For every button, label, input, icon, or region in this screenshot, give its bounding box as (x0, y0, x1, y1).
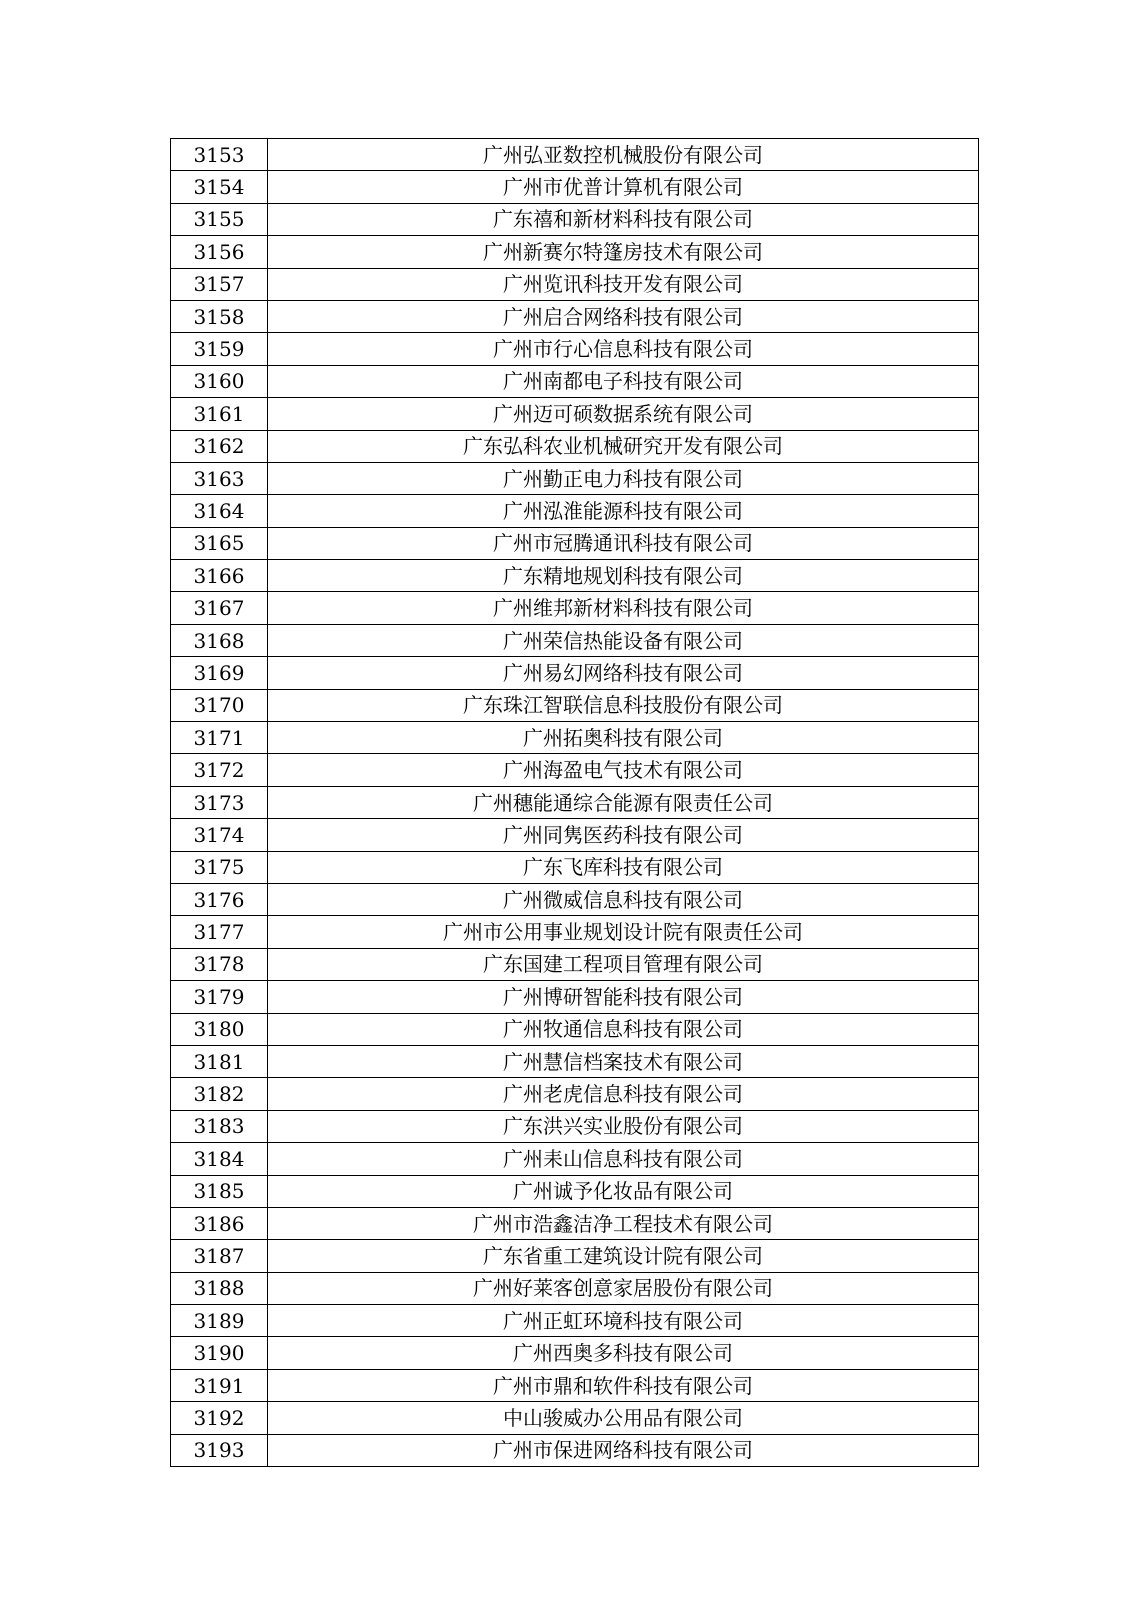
company-name-cell: 广东洪兴实业股份有限公司 (268, 1110, 979, 1142)
table-row (171, 624, 979, 656)
row-number-cell: 3161 (171, 398, 268, 430)
table-row (171, 1434, 979, 1466)
company-name-cell: 广东珠江智联信息科技股份有限公司 (268, 689, 979, 721)
table-row (171, 236, 979, 268)
company-name-cell: 广州博研智能科技有限公司 (268, 981, 979, 1013)
company-name-cell: 广州西奥多科技有限公司 (268, 1337, 979, 1369)
row-number-cell: 3181 (171, 1045, 268, 1077)
row-number-cell: 3166 (171, 560, 268, 592)
row-number-cell: 3163 (171, 462, 268, 494)
row-number-cell: 3171 (171, 722, 268, 754)
row-number-cell: 3193 (171, 1434, 268, 1466)
row-number-cell: 3190 (171, 1337, 268, 1369)
table-row (171, 203, 979, 235)
table-row (171, 1175, 979, 1207)
table-row (171, 1110, 979, 1142)
row-number-cell: 3182 (171, 1078, 268, 1110)
company-name-cell: 广州市鼎和软件科技有限公司 (268, 1369, 979, 1401)
company-name-cell: 中山骏威办公用品有限公司 (268, 1402, 979, 1434)
table-row (171, 1045, 979, 1077)
table-row (171, 592, 979, 624)
table-row (171, 1207, 979, 1239)
table-row (171, 1402, 979, 1434)
company-name-cell: 广东国建工程项目管理有限公司 (268, 948, 979, 980)
row-number-cell: 3172 (171, 754, 268, 786)
table-row (171, 430, 979, 462)
row-number-cell: 3158 (171, 300, 268, 332)
table-row (171, 657, 979, 689)
company-list-body (171, 139, 979, 1467)
company-name-cell: 广东飞库科技有限公司 (268, 851, 979, 883)
table-row (171, 1272, 979, 1304)
company-name-cell: 广州市保进网络科技有限公司 (268, 1434, 979, 1466)
company-name-cell: 广州易幻网络科技有限公司 (268, 657, 979, 689)
table-row (171, 398, 979, 430)
table-row (171, 1013, 979, 1045)
row-number-cell: 3189 (171, 1305, 268, 1337)
row-number-cell: 3187 (171, 1240, 268, 1272)
row-number-cell: 3164 (171, 495, 268, 527)
row-number-cell: 3175 (171, 851, 268, 883)
company-name-cell: 广东禧和新材料科技有限公司 (268, 203, 979, 235)
row-number-cell: 3188 (171, 1272, 268, 1304)
table-row (171, 365, 979, 397)
row-number-cell: 3180 (171, 1013, 268, 1045)
table-row (171, 1337, 979, 1369)
company-name-cell: 广州荣信热能设备有限公司 (268, 624, 979, 656)
company-name-cell: 广州勤正电力科技有限公司 (268, 462, 979, 494)
company-name-cell: 广州市优普计算机有限公司 (268, 171, 979, 203)
table-row (171, 754, 979, 786)
company-list-table (170, 138, 979, 1467)
company-name-cell: 广州牧通信息科技有限公司 (268, 1013, 979, 1045)
table-row (171, 495, 979, 527)
table-row (171, 916, 979, 948)
table-row (171, 1240, 979, 1272)
row-number-cell: 3177 (171, 916, 268, 948)
company-name-cell: 广州市浩鑫洁净工程技术有限公司 (268, 1207, 979, 1239)
row-number-cell: 3183 (171, 1110, 268, 1142)
company-name-cell: 广州诚予化妆品有限公司 (268, 1175, 979, 1207)
table-row (171, 948, 979, 980)
company-name-cell: 广州慧信档案技术有限公司 (268, 1045, 979, 1077)
row-number-cell: 3184 (171, 1143, 268, 1175)
table-row (171, 139, 979, 171)
company-name-cell: 广东省重工建筑设计院有限公司 (268, 1240, 979, 1272)
table-row (171, 462, 979, 494)
row-number-cell: 3162 (171, 430, 268, 462)
row-number-cell: 3192 (171, 1402, 268, 1434)
row-number-cell: 3155 (171, 203, 268, 235)
row-number-cell: 3176 (171, 883, 268, 915)
company-name-cell: 广州正虹环境科技有限公司 (268, 1305, 979, 1337)
company-name-cell: 广州耒山信息科技有限公司 (268, 1143, 979, 1175)
row-number-cell: 3157 (171, 268, 268, 300)
company-name-cell: 广州同隽医药科技有限公司 (268, 819, 979, 851)
company-name-cell: 广州迈可硕数据系统有限公司 (268, 398, 979, 430)
row-number-cell: 3174 (171, 819, 268, 851)
company-name-cell: 广州市公用事业规划设计院有限责任公司 (268, 916, 979, 948)
company-name-cell: 广州拓奥科技有限公司 (268, 722, 979, 754)
row-number-cell: 3173 (171, 786, 268, 818)
company-name-cell: 广州新赛尔特篷房技术有限公司 (268, 236, 979, 268)
row-number-cell: 3153 (171, 139, 268, 171)
table-row (171, 722, 979, 754)
company-name-cell: 广州穗能通综合能源有限责任公司 (268, 786, 979, 818)
company-name-cell: 广州好莱客创意家居股份有限公司 (268, 1272, 979, 1304)
company-name-cell: 广州弘亚数控机械股份有限公司 (268, 139, 979, 171)
table-row (171, 1078, 979, 1110)
company-name-cell: 广州海盈电气技术有限公司 (268, 754, 979, 786)
table-row (171, 851, 979, 883)
table-row (171, 527, 979, 559)
company-name-cell: 广州维邦新材料科技有限公司 (268, 592, 979, 624)
table-row (171, 268, 979, 300)
company-name-cell: 广东精地规划科技有限公司 (268, 560, 979, 592)
row-number-cell: 3191 (171, 1369, 268, 1401)
table-row (171, 1143, 979, 1175)
row-number-cell: 3165 (171, 527, 268, 559)
table-row (171, 883, 979, 915)
table-row (171, 560, 979, 592)
company-name-cell: 广州微威信息科技有限公司 (268, 883, 979, 915)
row-number-cell: 3170 (171, 689, 268, 721)
row-number-cell: 3179 (171, 981, 268, 1013)
company-name-cell: 广东弘科农业机械研究开发有限公司 (268, 430, 979, 462)
company-name-cell: 广州启合网络科技有限公司 (268, 300, 979, 332)
row-number-cell: 3178 (171, 948, 268, 980)
row-number-cell: 3156 (171, 236, 268, 268)
table-row (171, 171, 979, 203)
table-row (171, 1369, 979, 1401)
company-name-cell: 广州老虎信息科技有限公司 (268, 1078, 979, 1110)
row-number-cell: 3167 (171, 592, 268, 624)
company-name-cell: 广州南都电子科技有限公司 (268, 365, 979, 397)
row-number-cell: 3169 (171, 657, 268, 689)
company-name-cell: 广州市行心信息科技有限公司 (268, 333, 979, 365)
row-number-cell: 3168 (171, 624, 268, 656)
row-number-cell: 3159 (171, 333, 268, 365)
row-number-cell: 3160 (171, 365, 268, 397)
company-name-cell: 广州泓淮能源科技有限公司 (268, 495, 979, 527)
table-row (171, 300, 979, 332)
table-row (171, 786, 979, 818)
row-number-cell: 3154 (171, 171, 268, 203)
row-number-cell: 3186 (171, 1207, 268, 1239)
table-row (171, 689, 979, 721)
table-row (171, 1305, 979, 1337)
table-row (171, 981, 979, 1013)
company-name-cell: 广州市冠腾通讯科技有限公司 (268, 527, 979, 559)
table-row (171, 819, 979, 851)
row-number-cell: 3185 (171, 1175, 268, 1207)
company-name-cell: 广州览讯科技开发有限公司 (268, 268, 979, 300)
table-row (171, 333, 979, 365)
